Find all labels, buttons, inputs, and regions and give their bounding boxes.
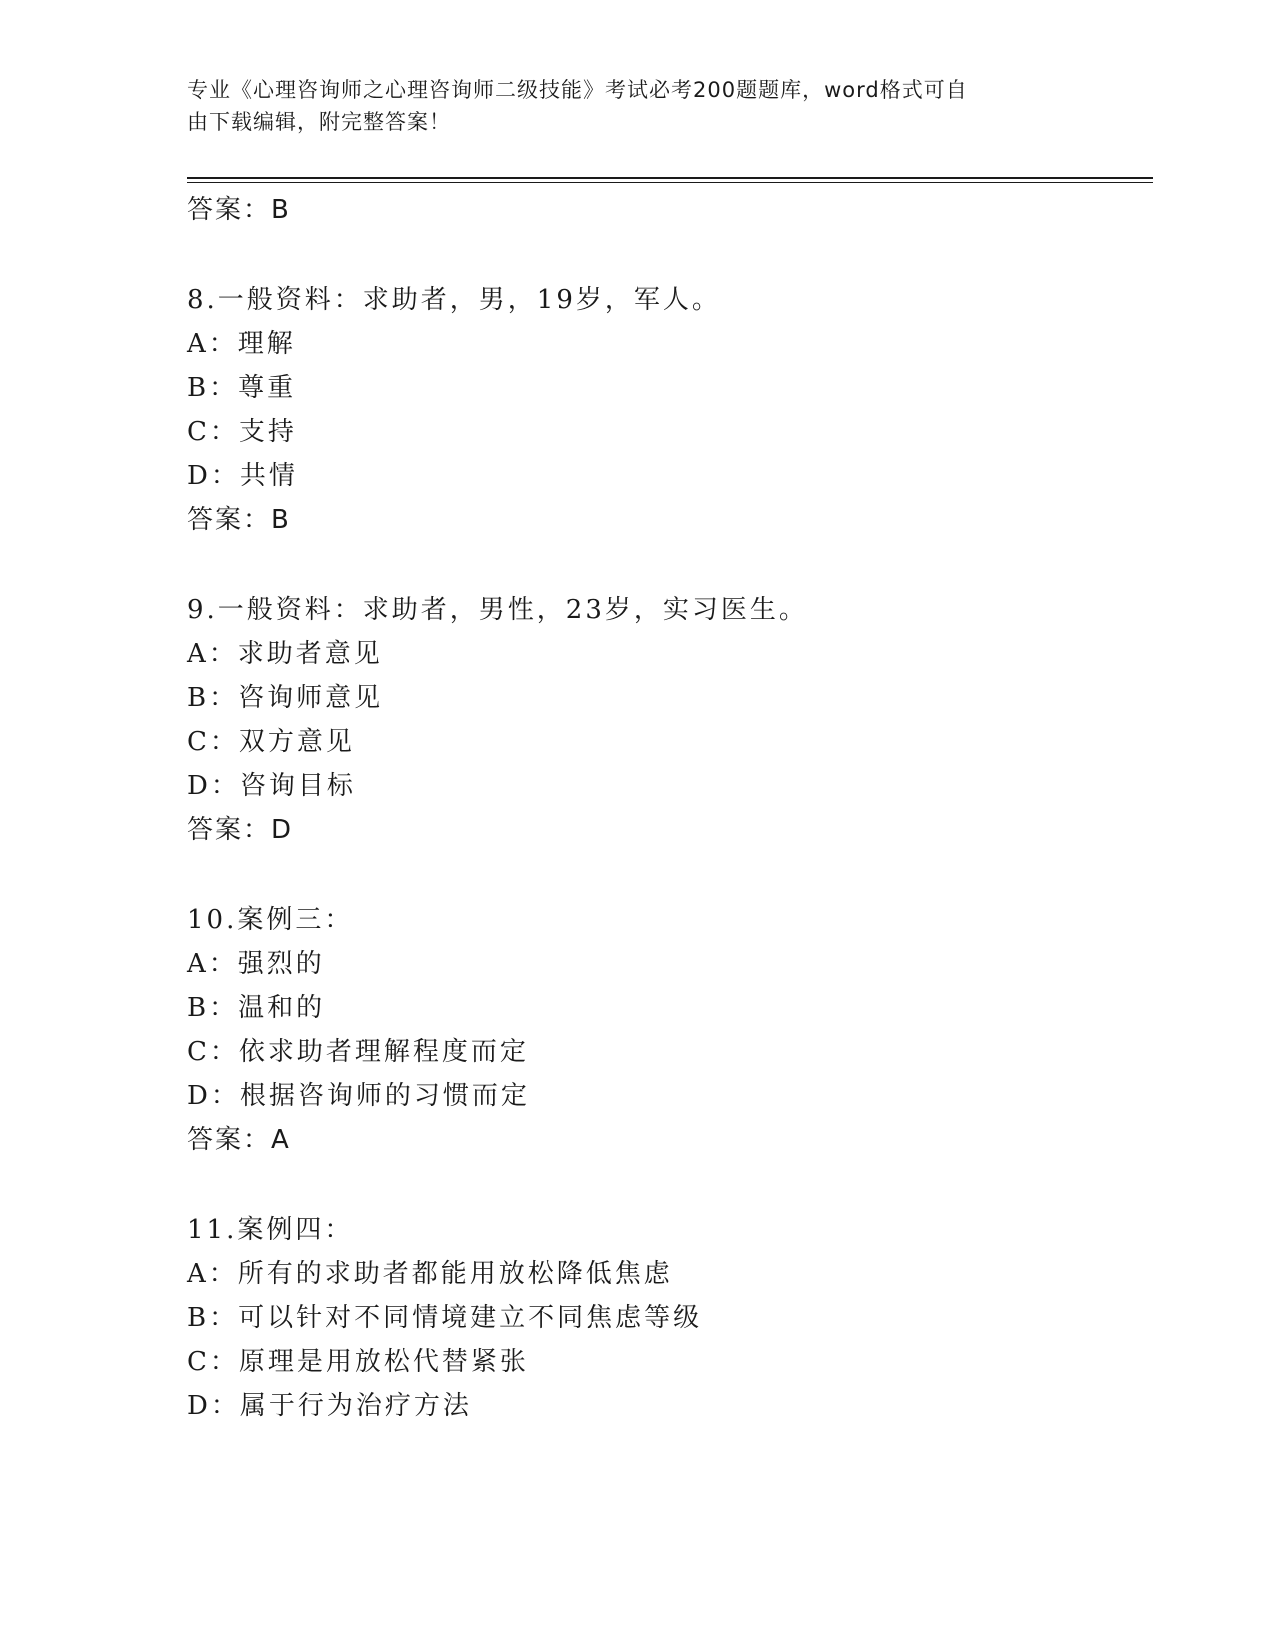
- answer-line: 答案：D: [187, 815, 294, 845]
- option-d: D：根据咨询师的习惯而定: [187, 1081, 530, 1111]
- option-c: C：原理是用放松代替紧张: [187, 1347, 529, 1377]
- option-b: B：尊重: [187, 373, 297, 403]
- answer-line: 答案：B: [187, 505, 291, 535]
- header-line-2: 由下载编辑，附完整答案！: [187, 110, 451, 134]
- option-d: D：共情: [187, 461, 298, 491]
- option-b: B：咨询师意见: [187, 683, 384, 713]
- header-line-1: 专业《心理咨询师之心理咨询师二级技能》考试必考200题题库，word格式可自: [187, 78, 968, 102]
- answer-line: 答案：A: [187, 1125, 291, 1155]
- answer-line: 答案：B: [187, 195, 291, 225]
- option-d: D：咨询目标: [187, 771, 356, 801]
- option-a: A：求助者意见: [187, 639, 383, 669]
- document-header: [187, 74, 1067, 138]
- option-d: D：属于行为治疗方法: [187, 1391, 472, 1421]
- question-stem: 11.案例四：: [187, 1215, 354, 1245]
- option-a: A：强烈的: [187, 949, 325, 979]
- option-c: C：支持: [187, 417, 297, 447]
- header-divider-thin: [187, 182, 1153, 183]
- question-stem: 10.案例三：: [187, 905, 354, 935]
- option-b: B：可以针对不同情境建立不同焦虑等级: [187, 1303, 703, 1333]
- option-b: B：温和的: [187, 993, 326, 1023]
- question-stem: 8.一般资料：求助者，男，19岁，军人。: [187, 285, 721, 315]
- header-divider-thick: [187, 177, 1153, 179]
- option-a: A：所有的求助者都能用放松降低焦虑: [187, 1259, 673, 1289]
- question-stem: 9.一般资料：求助者，男性，23岁，实习医生。: [187, 595, 808, 625]
- option-a: A：理解: [187, 329, 296, 359]
- option-c: C：依求助者理解程度而定: [187, 1037, 529, 1067]
- option-c: C：双方意见: [187, 727, 355, 757]
